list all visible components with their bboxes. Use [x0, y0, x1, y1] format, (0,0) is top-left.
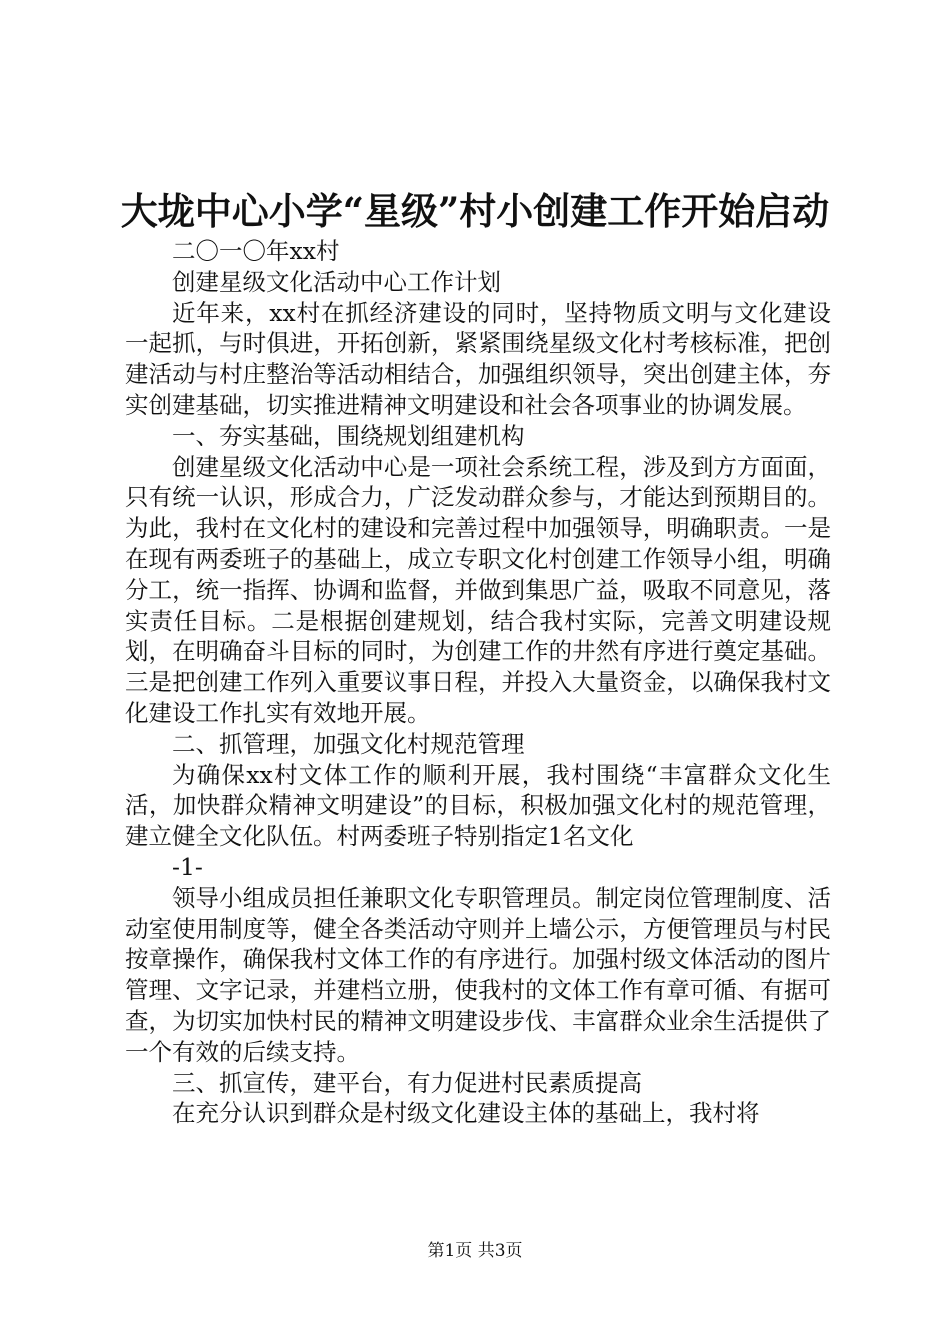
document-title: 大垅中心小学“星级”村小创建工作开始启动	[120, 189, 830, 233]
section-2-paragraph: 为确保xx村文体工作的顺利开展，我村围绕“丰富群众文化生活，加快群众精神文明建设”的目标，积极加强文化村的规范管理，建立健全文化队伍。村两委班子特别指定1名文化	[125, 760, 831, 851]
date-line: 二〇一〇年xx村	[172, 237, 340, 265]
section-heading-2: 二、抓管理，加强文化村规范管理	[172, 729, 525, 758]
page-marker: -1-	[172, 852, 203, 881]
plan-subtitle: 创建星级文化活动中心工作计划	[172, 267, 501, 296]
section-1-paragraph: 创建星级文化活动中心是一项社会系统工程，涉及到方方面面，只有统一认识，形成合力，广泛发动群众参与，才能达到预期目的。为此，我村在文化村的建设和完善过程中加强领导，明确职责。一是在现有两委班子的基础上，成立专职文化村创建工作领导小组，明确分工，统一指挥、协调和监督，并做到集思广益，吸取不同意见，落实责任目标。二是根据创建规划，结合我村实际，完善文明建设规划，在明确奋斗目标的同时，为创建工作的井然有序进行奠定基础。三是把创建工作列入重要议事日程，并投入大量资金，以确保我村文化建设工作扎实有效地开展。	[125, 452, 831, 727]
section-2-continued-paragraph: 领导小组成员担任兼职文化专职管理员。制定岗位管理制度、活动室使用制度等，健全各类活动守则并上墙公示，方便管理员与村民按章操作，确保我村文体工作的有序进行。加强村级文体活动的图片管理、文字记录，并建档立册，使我村的文体工作有章可循、有据可查，为切实加快村民的精神文明建设步伐、丰富群众业余生活提供了一个有效的后续支持。	[125, 883, 831, 1066]
section-heading-1: 一、夯实基础，围绕规划组建机构	[172, 421, 525, 450]
section-3-paragraph: 在充分认识到群众是村级文化建设主体的基础上，我村将	[172, 1099, 760, 1128]
page-footer: 第1页 共3页	[427, 1241, 523, 1261]
document-body	[125, 236, 831, 1129]
intro-paragraph: 近年来，xx村在抓经济建设的同时，坚持物质文明与文化建设一起抓，与时俱进，开拓创新，紧紧围绕星级文化村考核标准，把创建活动与村庄整治等活动相结合，加强组织领导，突出创建主体，夯实创建基础，切实推进精神文明建设和社会各项事业的协调发展。	[125, 298, 831, 419]
section-heading-3: 三、抓宣传，建平台，有力促进村民素质提高	[172, 1068, 642, 1097]
